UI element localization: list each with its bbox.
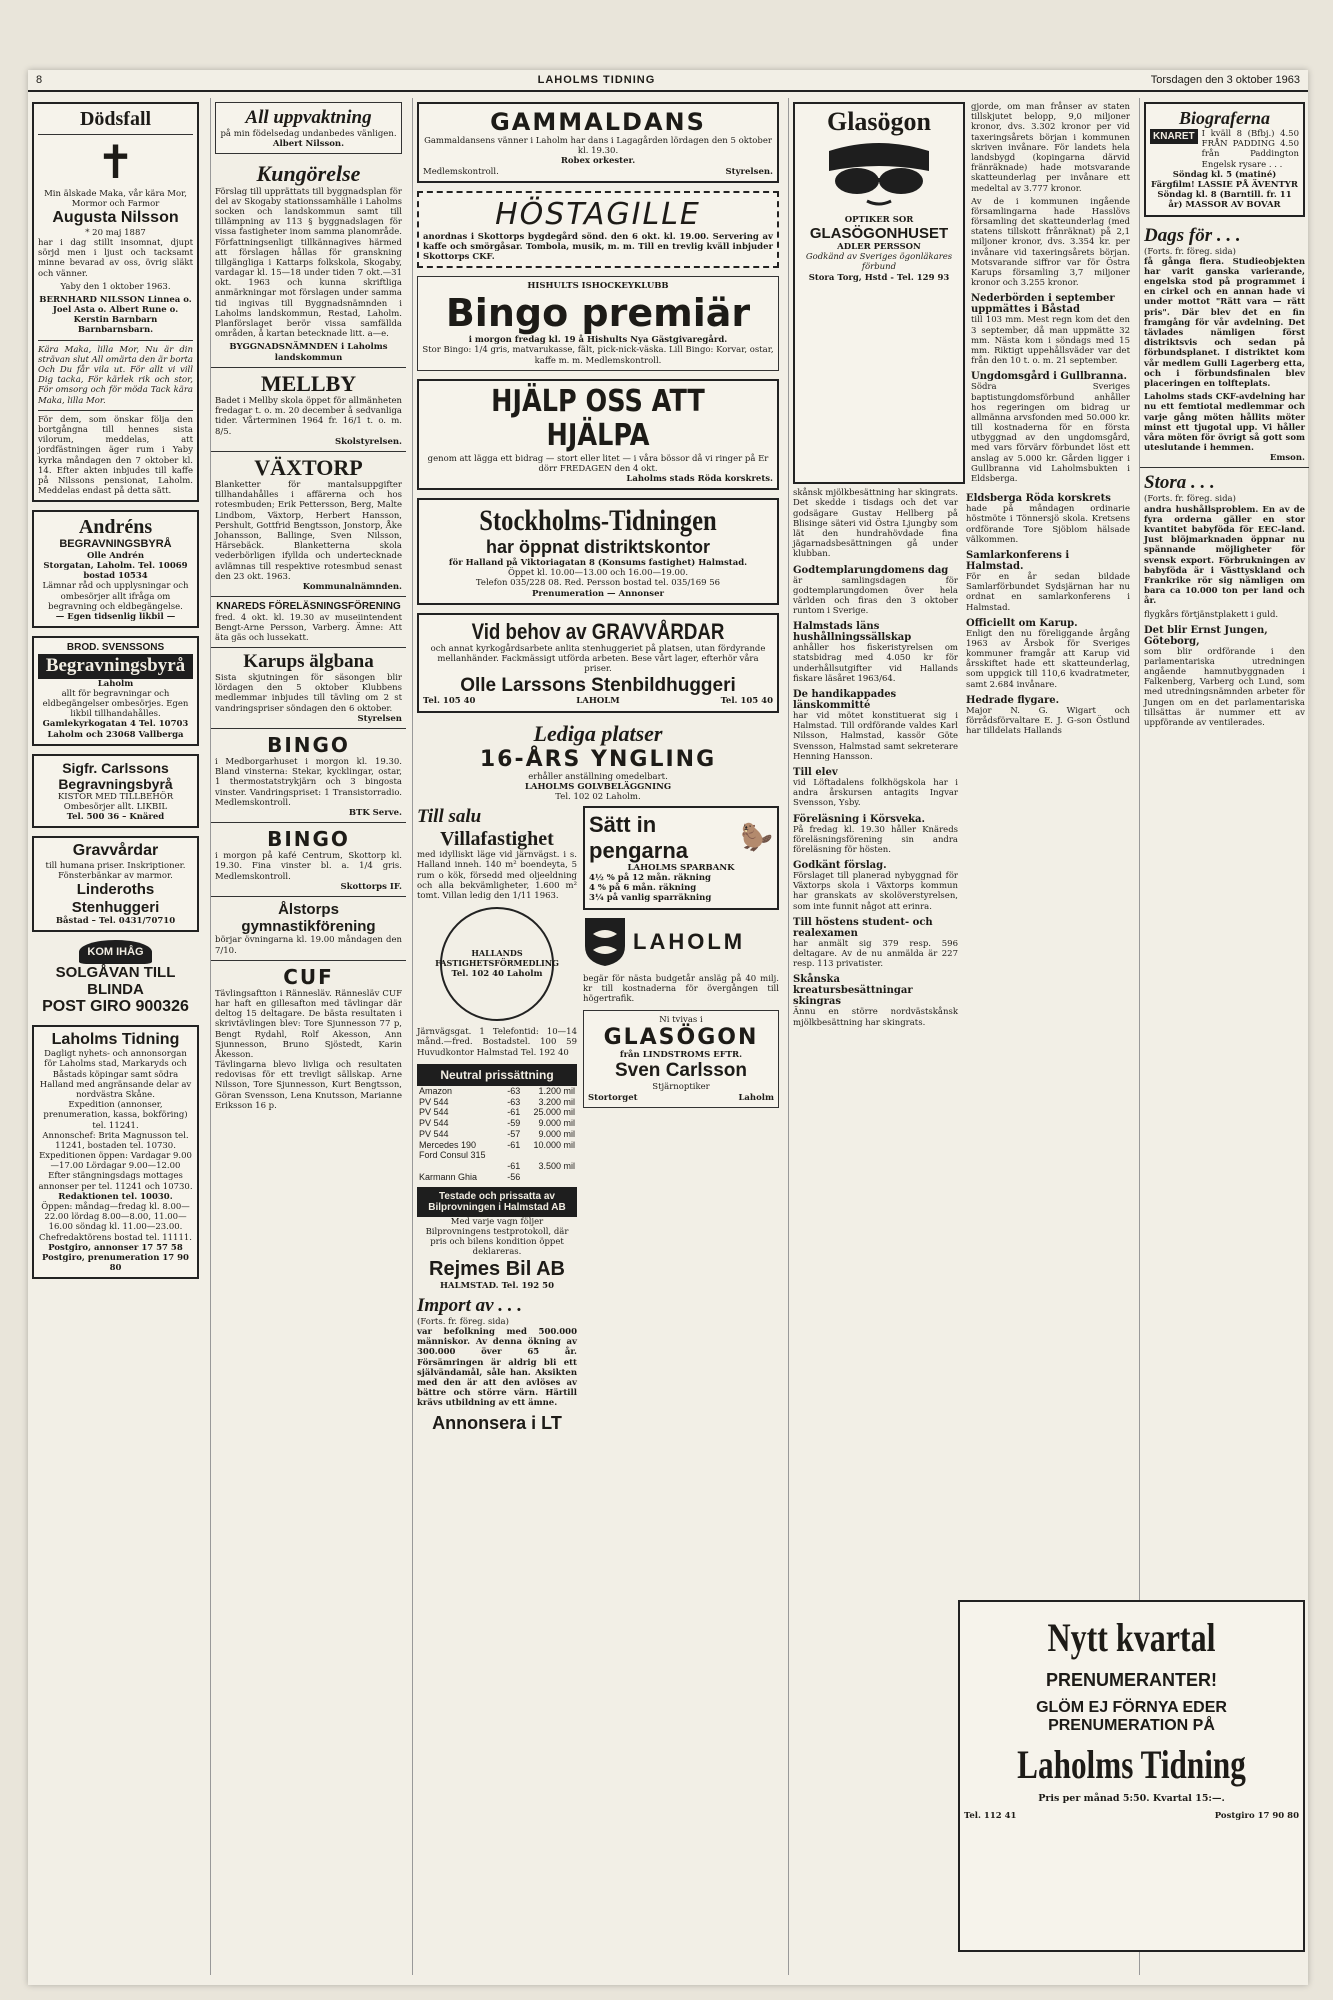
death-verse: Kära Maka, lilla Mor, Nu är din strävan slut All omärta den är borta Och Du får vila ut. För allt vi vill Dig tacka, För kärlek rik och stor, För omsorg och för möda Tack kära Maka, lilla Mor. — [38, 344, 193, 406]
dags-text2: Laholms stads CKF-avdelning har nu ett femtiotal medlemmar och varje gång möten hållits möter minst ett tjugotal upp. Vi håller våra möten för övrigt så gott som uteslutande i hemmen. — [1144, 392, 1305, 454]
sunglasses-face-icon — [809, 141, 949, 211]
uppvaktning-name: Albert Nilsson. — [272, 139, 345, 150]
sven-carlsson-ad — [583, 1010, 779, 1108]
price-mileage — [522, 1150, 577, 1161]
cuf-title: CUF — [283, 964, 334, 989]
tillhostens-title: Till höstens student- och realexamen — [793, 916, 933, 939]
hushall-text: anhåller hos fiskeristyrelsen om statsbidrag med 4.050 kr för underhållsutgifter vid Hallands fiskare läsåret 1963/64. — [793, 643, 958, 684]
price-mileage: 3.500 mil — [538, 1161, 575, 1172]
hjalp-ad — [417, 379, 779, 491]
mellby-sign: Skolstyrelsen. — [334, 436, 402, 447]
bingo-premiar-top: HISHULTS ISHOCKEYKLUBB — [527, 281, 669, 292]
glasogon2-sub: från LINDSTROMS EFTR. — [619, 1050, 743, 1061]
hallands-tel: Tel. 102 40 Laholm — [451, 968, 543, 979]
nederbord-text: till 103 mm. Mest regn kom det den 3 september, då man uppmätte 32 mm. Nästa kom i söndags med 15 mm. Riktigt uppehållsväder var det från den 10 t. o. m. 21 september. — [971, 315, 1130, 367]
sthlm-footer: Prenumeration — Annonser — [532, 588, 664, 599]
col4-top-right — [971, 102, 1130, 484]
eldsberga-title: Eldsberga Röda korskrets — [966, 493, 1111, 505]
dags-sign: Emson. — [1269, 453, 1305, 464]
stora-sub: (Forts. fr. föreg. sida) — [1144, 494, 1236, 505]
nytt-paper: Laholms Tidning — [1017, 1742, 1246, 1788]
price-year: -61 — [507, 1107, 521, 1118]
bio-title: Biograferna — [1178, 108, 1270, 128]
biograferna-box — [1144, 102, 1305, 217]
andrens-text: Lämnar råd och upplysningar och ombesörjer allt ifråga om begravning och eldbegängelse. — [42, 581, 189, 612]
skanska-text: skånsk mjölkbesättning har skingrats. Det skedde i tisdags och det var godsägare Gustav Hellberg på Blisinge säteri vid Östra Ljungby som lät den hundrahövdade fina jägarnadsbesättningen gå under klubban. — [793, 488, 958, 560]
knareds-text: fred. 4 okt. kl. 19.30 av museiintendent Bengt-Arne Persson, Varberg. Ämne: Att äta gäs och lussekatt. — [215, 612, 402, 643]
page-number: 8 — [36, 74, 43, 86]
sthlm-tel: Telefon 035/228 08. Red. Persson bostad tel. 035/169 56 — [475, 578, 721, 589]
col4-right-column — [966, 488, 1130, 1028]
yngling-company: LAHOLMS GOLVBELÄGGNING — [524, 781, 672, 792]
price-car-model: PV 544 — [419, 1118, 449, 1129]
gravvardar-name: Linderoths Stenhuggeri — [71, 881, 160, 916]
olle-larssons-ad — [417, 613, 779, 713]
glasogon2-place: Laholm — [738, 1092, 774, 1103]
mellby-notice — [215, 372, 402, 447]
col4-left-column — [793, 488, 958, 1028]
gravvardar-sub: till humana priser. Inskriptioner. Fönsterbänkar av marmor. — [45, 860, 186, 882]
vaxtorp-notice — [215, 456, 402, 592]
villa-text: med idylliskt läge vid järnvägst. i s. Halland inneh. 140 m² boendeyta, 5 rum o kök, försedd med oljeeldning och alla bekvämligheter, 1.600 m² tomt. Villan ledig den 1/11 1963. — [417, 850, 577, 901]
import-title: Import av . . . — [417, 1294, 523, 1316]
gravvardar-title: Gravvårdar — [72, 842, 159, 860]
deceased-born: * 20 maj 1887 — [85, 227, 146, 238]
lt-info-redaktion: Redaktionen tel. 10030. — [58, 1191, 173, 1202]
hostagille-ad — [417, 191, 779, 269]
gammaldans-band: Robex orkester. — [560, 156, 636, 167]
svensson-top: BROD. SVENSSONS — [66, 642, 165, 654]
death-notice — [32, 102, 199, 502]
karups-text: Sista skjutningen för säsongen blir lördagen den 5 oktober Klubbens medlemmar inbjudes till tävling om 2 st vandringspriser söndagen den 6 oktober. — [215, 673, 402, 714]
price-car-model: Amazon — [419, 1085, 453, 1096]
col4-body — [793, 488, 1130, 1028]
price-car-model: Karmann Ghia — [419, 1172, 478, 1183]
newspaper-page — [28, 70, 1308, 1985]
bingo2-title: BINGO — [267, 827, 350, 852]
gammaldans-ad — [417, 102, 779, 183]
price-car-model: Mercedes 190 — [419, 1139, 477, 1150]
hallands-ring-text: HALLANDS FASTIGHETSFÖRMEDLING — [435, 948, 559, 969]
coat-of-arms-icon — [583, 916, 627, 968]
lt-info-after: Efter stängningsdags mottages annonser per tel. 11241 och 10730. — [38, 1171, 193, 1192]
andrens-owner: Olle Andrén — [86, 550, 144, 561]
col3-lower-left — [417, 806, 577, 1433]
cuf-text2: Tävlingarna blevo livliga och resultaten redovisas för ett trevligt sällskap. Arne Nilsson, Tore Sjunnesson, Kurt Bengtsson, Göran Svensson, Lena Knutsson, Marianne Eriksson 16 p. — [215, 1060, 402, 1111]
andrens-ad — [32, 510, 199, 628]
alstorps-text: börjar övningarna kl. 19.00 måndagen den 7/10. — [215, 935, 402, 956]
glasogon-huset: GLASÖGONHUSET — [809, 224, 949, 242]
col4-top — [793, 102, 1130, 484]
mellby-title: MELLBY — [260, 370, 357, 396]
hjalp-title: HJÄLP OSS ATT HJÄLPA — [491, 383, 705, 454]
kungorelse-notice — [215, 162, 402, 362]
glasogon2-name: Sven Carlsson — [615, 1060, 747, 1082]
bingo1-title: BINGO — [267, 733, 350, 758]
handikapp-title: De handikappades länskommitté — [793, 689, 897, 711]
andrens-address: Storgatan, Laholm. Tel. 10069 bostad 10534 — [43, 561, 188, 582]
glasogon-name: ADLER PERSSON — [837, 242, 921, 253]
bingo1-sign: BTK Serve. — [348, 807, 402, 818]
kungorelse-text: Förslag till upprättats till byggnadsplan för del av Skogaby stationssamhälle i Laholms socken och landskommun samt till tillämpning av 113 § byggnadslagen för vissa fastigheter inom samma planområde. Författningsenligt tillkännagives härmed att förslagen hållas för granskning tillgängliga i Kattarps folkskola, Skogaby, vardagar kl. 15—18 under tiden 7 okt.—31 okt. 1963 och kunna skriftliga anmärkningar mot förslagen under samma tid ingivas till Byggnadsnämnden i Laholms landskommun, Restad, Laholm. Planförslaget berör vissa samfällda områden, å kartan betecknade litt. a—e. — [215, 186, 402, 340]
price-year: -61 — [507, 1161, 521, 1172]
forelas-title: Föreläsning i Körsveka. — [793, 813, 925, 825]
glasogon-title: Glasögon — [826, 107, 932, 136]
nytt-line: GLÖM EJ FÖRNYA EDER PRENUMERATION PÅ — [1036, 1698, 1227, 1735]
price-row — [417, 1107, 577, 1118]
dags-for-article — [1144, 225, 1305, 464]
col3-lower-right — [583, 806, 779, 1433]
tax-text-1: gjorde, om man frånser av staten tillskjutet belopp, 9,0 miljoner kronor, dvs. 3.302 kronor per vid taxeringsårets början i kommunen skriven invånare. För landets hela landsbygd (kopingarna därvid fränräknade) hade motsvarande skatteunderlag per invånare ett medeltal av 3.777 kronor. — [971, 102, 1130, 194]
bingo-skottorp — [215, 827, 402, 892]
tillelev-text: vid Löftadalens folkhögskola har i andra årskursen antagits Ingvar Svensson, Ysby. — [793, 777, 958, 809]
yngling-title: 16-ÅRS YNGLING — [479, 746, 717, 772]
deceased-name: Augusta Nilsson — [52, 209, 179, 227]
price-mileage — [522, 1172, 577, 1183]
solgavan-postgiro: POST GIRO 900326 — [42, 998, 189, 1016]
death-intro: Min älskade Maka, vår kära Mor, Mormor och Farmor — [44, 189, 187, 210]
nytt-sub: PRENUMERANTER! — [1046, 1670, 1217, 1690]
death-mourners: BERNHARD NILSSON Linnea o. Joel Asta o. Albert Rune o. Kerstin Barnbarn Barnbarnsbarn. — [39, 294, 192, 336]
laholm-logo-text: LAHOLM — [633, 928, 746, 954]
svensson-address: Gamlekyrkogatan 4 Tel. 10703 Laholm och 23068 Vallberga — [42, 719, 189, 740]
column-2 — [210, 98, 406, 1975]
nytt-tel: Tel. 112 41 — [964, 1811, 1017, 1822]
uppvaktning-text: på min födelsedag undanbedes vänligen. — [220, 129, 397, 139]
bingo2-sign: Skottorps IF. — [340, 881, 402, 892]
death-place-date: Yaby den 1 oktober 1963. — [60, 281, 171, 292]
death-text: har i dag stillt insomnat, djupt sörjd men i ljust och tacksamt minne bevarad av oss, övrig släkt och vänner. — [38, 237, 193, 279]
nederbord-title: Nederbörden i september uppmättes i Båstad — [971, 293, 1115, 316]
glasogon-address: Stora Torg, Hstd - Tel. 129 93 — [808, 272, 950, 283]
godkant-text: Förslaget till planerad nybyggnad för Växtorps skola i Växtorps kommun har granskats av skolöverstyrelsen, som inte funnit något att erinra. — [793, 871, 958, 912]
bio-text: I kväll 8 (Bfbj.) 4.50 FRÅN PADDING 4.50 från Paddington Engelsk rysare . . . — [1201, 129, 1299, 170]
grav-name: Olle Larssons Stenbildhuggeri — [460, 674, 736, 696]
laholm-coat-of-arms-ad — [583, 916, 779, 968]
stockholms-tidningen-ad — [417, 498, 779, 604]
cuf-notice — [215, 965, 402, 1111]
hallands-logo — [435, 907, 559, 1021]
tillhostens-text: har anmält sig 379 resp. 596 deltagare. Av de nu anmälda är 227 resp. 113 privatister. — [793, 938, 958, 970]
price-row — [417, 1097, 577, 1108]
tillsalu-title: Till salu — [417, 806, 482, 828]
svensson-ad — [32, 636, 199, 746]
grav-tel-right: Tel. 105 40 — [720, 696, 773, 707]
hogertrafik-text: begär för nästa budgetår ansläg på 40 milj. kr till kostnaderna för övergången till högertrafik. — [583, 973, 779, 1004]
carlsson-title: Sigfr. Carlssons Begravningsbyrå — [58, 759, 173, 792]
mellby-text: Badet i Mellby skola öppet för allmänheten fredagar t. o. m. 20 december å sedvanliga tider. Vårterminen 1964 fr. 16/1 t. o. m. 8/5. — [215, 395, 402, 437]
price-year: -59 — [507, 1118, 521, 1129]
ungdomsgard-text: Södra Sveriges baptistungdomsförbund anhåller hos regeringen om bidrag ur allmänna arvsfonden med 50.000 kr. till kostnaderna för en första utbyggnad av den ungdomsgård, med vars förvärv förbundet löst ett anslag av 5.000 kr. Gården ligger i Gullbranna vid Laholmsbukten i Eldsberga. — [971, 382, 1130, 484]
grav-place: LAHOLM — [576, 696, 620, 707]
column-3 — [412, 98, 783, 1975]
gammaldans-control: Medlemskontroll. — [423, 166, 499, 177]
hallands-address: Järnvägsgat. 1 Telefontid: 10—14 månd.—fred. Bostadstel. 100 59 Huvudkontor Halmstad Tel. 192 40 — [417, 1027, 577, 1058]
price-year: -63 — [507, 1096, 521, 1107]
skanska2-title: Skånska kreatursbesättningar skingras — [793, 974, 913, 1008]
nytt-kvartal-ad — [958, 1600, 1305, 1952]
price-year: -63 — [507, 1085, 521, 1096]
uppvaktning-title: All uppvaktning — [245, 107, 372, 128]
knareds-title: KNAREDS FÖRELÄSNINGSFÖRENING — [216, 601, 401, 613]
uppvaktning-ad — [215, 102, 402, 154]
rejmes-title: Rejmes Bil AB — [429, 1257, 565, 1280]
godkant-title: Godkänt förslag. — [793, 860, 887, 872]
price-car-model: PV 544 — [419, 1107, 449, 1118]
hjalp-sign: Laholms stads Röda korskrets. — [626, 474, 773, 485]
bingo1-text: i Medborgarhuset i morgon kl. 19.30. Bland vinsterna: Stekar, kycklingar, ostar, 1 thermostatstrykjärn och 3 bingosta vinster. Vandringspriset: 1 Transistorradio. Medlemskontroll. — [215, 757, 402, 808]
price-year: -61 — [507, 1139, 521, 1150]
sparbank-name: LAHOLMS SPARBANK — [627, 862, 735, 873]
grav-text: och annat kyrkogårdsarbete anlita stenhuggeriet på platsen, utan fördyrande mellanhänder. Fackmässigt utförda arbeten. Bese vårt lager, efterhör våra priser. — [430, 644, 766, 675]
nitivas: Ni tvivas i — [659, 1015, 703, 1026]
lt-info-expedition: Expedition (annonser, prenumeration, kassa, bokföring) tel. 11241. — [43, 1100, 188, 1131]
tax-text-2: Av de i kommunen ingående församlingarna hade Hasslövs församling det skatteunderlag (med statens tillskott frånräknat) på 2,1 miljoner kronor, dvs. 3.354 kr. per invånare vid taxeringsårets början. Motsvarande siffror var för Östra Karups församling 3,7 miljoner kronor och 3.255 kronor. — [971, 196, 1130, 289]
nytt-title: Nytt kvartal — [1047, 1615, 1216, 1660]
svensson-text: allt för begravningar och eldbegängelser ombesörjes. Egen likbil tillhandahålles. — [42, 688, 189, 720]
bingo-premiar-text2: Stor Bingo: 1/4 gris, matvarukasse, fält, pick-nick-väska. Lill Bingo: Korvar, ostar, kaffe m. m. Medlemskontroll. — [422, 345, 774, 366]
sparbank-title: Sätt in pengarna — [589, 812, 689, 863]
price-row — [417, 1129, 577, 1140]
price-year: -57 — [507, 1128, 521, 1139]
lt-info-open2: Öppen: måndag—fredag kl. 8.00—22.00 lördag 8.00—8.00, 11.00—16.00 söndag kl. 11.00—23.00. — [41, 1202, 190, 1233]
alstorps-notice — [215, 901, 402, 956]
lt-info-chef: Chefredaktörens bostad tel. 11111. — [39, 1232, 192, 1243]
vaxtorp-title: VÄXTORP — [254, 454, 363, 480]
price-car-model: PV 544 — [419, 1128, 449, 1139]
ernst-title: Det blir Ernst Jungen, Göteborg, — [1144, 624, 1268, 647]
page-date: Torsdagen den 3 oktober 1963 — [1150, 74, 1300, 86]
price-row — [417, 1150, 577, 1161]
bio-sunday2: Söndag kl. 8 (Barntill. fr. 11 år) MASSOR AV BOVAR — [1157, 190, 1292, 211]
samlar-text: För en år sedan bildade Samlarförbundet Sydsjärnan har nu ordnat en samlarkonferens i Halmstad. — [966, 571, 1130, 613]
death-funeral-notice: För dem, som önskar följa den bortgångna till hennes sista vilorum, meddelas, att jordfästningen äger rum i Yaby kyrka måndagen den 7 oktober kl. 14. Efter akten inbjudes till kaffe på Nilssons pensionat, Laholm. Meddelas endast på detta sätt. — [38, 414, 193, 497]
yngling-tel: Tel. 102 02 Laholm. — [555, 792, 641, 803]
karups-title: Karups älgbana — [243, 651, 374, 673]
dags-text: få gånga flera. Studieobjekten har varit ganska varierande, engelska stod på programmet i en cirkel och en annan hade vi under mottot "Rätt vara — rätt pris". Där blev det en fin framgång för vår avdelning. Det tävlades nämligen först distriktsvis och sedan på förbundsplanet. I distriktet kom vår medlem Gulli Lagerberg etta, och i förbundsfinalen blev placeringen en tolfteplats. — [1144, 256, 1305, 389]
gravvardar-tel: Båstad – Tel. 0431/70710 — [55, 915, 176, 926]
price-year — [502, 1150, 522, 1161]
price-row — [417, 1172, 577, 1183]
sparbank-rate: 4½ % på 12 mån. räkning — [589, 872, 711, 883]
kom-ihag-badge: KOM IHÅG — [79, 940, 151, 964]
price-car-model — [417, 1161, 502, 1172]
cross-icon: ✝ — [96, 135, 135, 189]
lediga-platser — [417, 721, 779, 803]
col3-lower-row — [417, 806, 779, 1433]
vaxtorp-text: Blanketter för mantalsuppgifter tillhandahålles i affärerna och hos rotesmbuden; Erik Pettersson, Berg, Malte Lindbom, Växtorp, Herbert Hansson, Pershult, Gottfrid Bengtsson, Jonstorp, Åke Johansson, Ballinge, Sven Nilsson, Härsebäck. Blanketterna skola vederbörligen ifyllda och undertecknade avlämnas till respektive rotesmbud senast den 23 okt. 1963. — [215, 480, 402, 582]
handikapp-text: har vid mötet konstituerat sig i Halmstad. Till ordförande valdes Karl Nilsson, Halmstad, kassör Göte Svensson, Halmstad samt sekreterare Henning Hansson. — [793, 711, 958, 762]
villa-title: Villafastighet — [440, 828, 554, 851]
bingo-premiar-ad — [417, 276, 779, 370]
price-mileage: 1.200 mil — [538, 1085, 575, 1096]
stora-article — [1144, 472, 1305, 728]
dags-sub: (Forts. fr. föreg. sida) — [1144, 246, 1236, 257]
forelas-text: På fredag kl. 19.30 håller Knäreds föreläsningsförening sin andra föreläsning för hösten. — [793, 824, 958, 855]
sthlm-open: Öppet kl. 10.00—13.00 och 16.00—19.00. — [507, 568, 689, 579]
column-1 — [28, 98, 203, 1975]
officiellt-title: Officiellt om Karup. — [966, 617, 1078, 629]
page-header — [28, 70, 1308, 92]
price-row — [417, 1161, 577, 1172]
carlsson-ad — [32, 754, 199, 829]
death-notice-title: Dödsfall — [79, 108, 152, 130]
glasogonhuset-ad — [793, 102, 965, 484]
glasogon2-title: GLASÖGON — [603, 1025, 759, 1051]
bio-knaret-logo: KNARET — [1150, 129, 1198, 144]
alstorps-title: Ålstorps gymnastikförening — [241, 900, 376, 936]
hostagille-title: HÖSTAGILLE — [495, 196, 701, 232]
sthlm-title: Stockholms-Tidningen — [479, 504, 717, 538]
price-mileage: 9.000 mil — [538, 1118, 575, 1129]
lt-info-annonschef: Annonschef: Brita Magnusson tel. 11241, bostaden tel. 10730. — [42, 1130, 189, 1151]
andrens-sub: BEGRAVNINGSBYRÅ — [59, 538, 172, 551]
bio-sunday: Söndag kl. 5 (matiné) Färgfilm! LASSIE PÅ ÄVENTYR — [1151, 169, 1298, 190]
bingo2-text: i morgon på kafé Centrum, Skottorp kl. 19.30. Fina vinster bl. a. 1/4 gris. Medlemskontroll. — [215, 851, 402, 882]
lt-info-postgiro: Postgiro, annonser 17 57 58 Postgiro, prenumeration 17 90 80 — [42, 1242, 189, 1274]
svensson-title: Begravningsbyrå — [38, 654, 193, 679]
import-text: var befolkning med 500.000 människor. Av denna ökning av 300.000 över 65 år. Försämringen är aldrig bli ett självändamål, såle han. Aksikten med den är att den avlöses av bättre och större värn. Härtill krävs utbildning av ett ämne. — [417, 1327, 577, 1409]
sparbank-rate: 3¼ på vanlig sparräkning — [589, 893, 712, 904]
svensson-place: Laholm — [97, 678, 134, 689]
paper-name: LAHOLMS TIDNING — [537, 74, 656, 86]
carlsson-sub: KISTOR MED TILLBEHÖR Ombesörjer allt. LIKBIL — [57, 791, 174, 813]
yngling-text: erhåller anställning omedelbart. — [528, 771, 668, 782]
dags-title: Dags för . . . — [1144, 224, 1241, 246]
bingo-medborgarhuset — [215, 733, 402, 818]
price-row — [417, 1086, 577, 1097]
glasogon-text: Godkänd av Sveriges ögonläkares förbund — [805, 252, 953, 273]
gammaldans-text: Gammaldansens vänner i Laholm har dans i Lagagården lördagen den 5 oktober kl. 19.30. — [424, 136, 772, 157]
rejmes-tel: HALMSTAD. Tel. 192 50 — [439, 1280, 555, 1291]
price-row — [417, 1140, 577, 1151]
beaver-icon: 🦫 — [740, 822, 773, 853]
godtempel-text: är samlingsdagen för godtemplarungdomen över hela världen och firas den 3 oktober runtom i Sverige. — [793, 575, 958, 617]
andrens-footer: — Egen tidsenlig likbil — — [55, 612, 176, 623]
sthlm-text: för Halland på Viktoriagatan 8 (Konsums fastighet) Halmstad. — [448, 558, 748, 568]
annonsera-lt: Annonsera i LT — [432, 1412, 562, 1433]
samlar-title: Samlarkonferens i Halmstad. — [966, 549, 1070, 572]
bingo-premiar-text: i morgon fredag kl. 19 å Hishults Nya Gästgivaregård. — [468, 335, 728, 346]
hedrade-text: Major N. G. Wigart och förrådsförvaltare E. J. G-son Östlund har tilldelats Hallands — [966, 705, 1130, 737]
price-year: -56 — [507, 1172, 521, 1183]
solgavan-ad — [32, 940, 199, 1017]
lediga-title: Lediga platser — [533, 720, 663, 746]
price-row — [417, 1118, 577, 1129]
lt-info-text: Dagligt nyhets- och annonsorgan för Laholms stad, Markaryds och Båstads köpingar samt södra Halland med angränsande delar av nordvästra Skåne. — [39, 1049, 192, 1100]
karups-sign: Styrelsen — [357, 713, 402, 724]
nytt-giro: Postgiro 17 90 80 — [1214, 1811, 1299, 1822]
sthlm-sub: har öppnat distriktskontor — [485, 537, 710, 558]
grav-title: Vid behov av GRAVVÅRDAR — [471, 618, 725, 644]
carlsson-tel: Tel. 500 36 – Knäred — [66, 812, 165, 823]
bingo-premiar-title: Bingo premiär — [445, 290, 751, 335]
karups-notice — [215, 652, 402, 724]
price-car-model: PV 544 — [419, 1096, 449, 1107]
kungorelse-title: Kungörelse — [256, 161, 361, 187]
cuf-text: Tävlingsaftton i Rännesläv. Rännesläv CUF har haft en gillesafton med tävlingar där deltog 15 deltagare. De bästa resultaten i skrivtävlingen blev: Tore Sjunnesson 77 p, Bengt Rydahl, Rolf Akesson, Ann Sjunnesson, Bruno Sjöstedt, Karin Åkesson. — [215, 988, 402, 1060]
glasogon-optiker: OPTIKER SOR — [844, 214, 914, 225]
grav-tel-left: Tel. 105 40 — [423, 696, 476, 707]
vaxtorp-sign: Kommunalnämnden. — [302, 581, 402, 592]
hjalp-text: genom att lägga ett bidrag — stort eller litet — i våra bössor då vi ringer på Er dörr FREDAGEN den 4 okt. — [427, 453, 769, 474]
import-sub: (Forts. fr. föreg. sida) — [417, 1316, 509, 1327]
tillelev-title: Till elev — [793, 766, 838, 778]
glasogon2-job: Stjärnoptiker — [652, 1082, 710, 1093]
stora-text: andra hushållsproblem. En av de fyra orderna gäller en stor kvantitet babyföda för EEC-land. Just blöjmarknaden öppnar nu spännande möjligheter för svensk export. Förbrukningen av babyföda är i Västtyskland och Frankrike rör sig nämligen om bara ca 10.000 ton per land och år. — [1144, 504, 1305, 607]
price-mileage: 10.000 mil — [533, 1139, 575, 1150]
neutral-price-table — [417, 1086, 577, 1183]
skanska2-text: Ännu en större nordvästskånsk mjölkbesättning har skingrats. — [793, 1007, 958, 1028]
glasogon2-address: Stortorget — [588, 1092, 638, 1103]
price-car-model: Ford Consul 315 — [419, 1150, 486, 1161]
bilprov-note: Med varje vagn följer Bilprovningens testprotokoll, där pris och bilens kondition öppet deklareras. — [425, 1216, 569, 1258]
nytt-price: Pris per månad 5:50. Kvartal 15:—. — [1038, 1793, 1225, 1805]
kungorelse-sign: BYGGNADSNÄMNDEN i Laholms landskommun — [229, 342, 388, 363]
hushall-title: Halmstads läns hushållningssällskap — [793, 621, 912, 644]
price-mileage: 3.200 mil — [538, 1096, 575, 1107]
stora-text2: flygkårs förtjänstplakett i guld. — [1144, 609, 1279, 620]
laholms-tidning-info — [32, 1025, 199, 1280]
godtempel-title: Godtemplarungdomens dag — [793, 564, 949, 576]
hedrade-title: Hedrade flygare. — [966, 694, 1060, 706]
ungdomsgard-title: Ungdomsgård i Gullbranna. — [971, 371, 1128, 383]
price-mileage: 9.000 mil — [538, 1128, 575, 1139]
hostagille-text: anordnas i Skottorps bygdegård sönd. den 6 okt. kl. 19.00. Servering av kaffe och smörgåsar. Tombola, musik, m. m. Till en trevlig kväll inbjuder Skottorps CKF. — [423, 231, 773, 263]
ernst-text: som blir ordförande i den parlamentariska utredningen angående hamnutbyggnaden i Falkenberg, Varberg och Lund, som med utredningsnämnden arbeter för Jungen om en det parlamentariska tillsättas är nummer ett av uppförande av ventilerades. — [1144, 646, 1305, 728]
andrens-title: Andréns — [78, 516, 153, 539]
sparbank-ad — [583, 806, 779, 909]
bilprov-badge: Testade och prissatta av Bilprovningen i Halmstad AB — [417, 1187, 577, 1217]
price-mileage: 25.000 mil — [533, 1107, 575, 1118]
lt-info-title: Laholms Tidning — [51, 1030, 180, 1048]
stora-title: Stora . . . — [1144, 472, 1215, 494]
gammaldans-sign: Styrelsen. — [725, 166, 773, 177]
neutral-title: Neutral prissättning — [440, 1067, 554, 1082]
officiellt-text: Enligt den nu föreliggande årgång 1963 av Årsbok för Sveriges kommuner framgår att Karup vid årsskiftet hade ett skatteunderlag, som uppgick till 110,6 kvadratmeter, samt 2.684 invånare. — [966, 628, 1130, 690]
knareds-notice — [215, 601, 402, 643]
gravvardar-ad — [32, 836, 199, 931]
neutral-prissattning — [417, 1064, 577, 1086]
solgavan-title: SOLGÅVAN TILL BLINDA — [55, 963, 176, 999]
gammaldans-title: GAMMALDANS — [490, 108, 706, 136]
sparbank-rate: 4 % på 6 mån. räkning — [589, 883, 697, 894]
lt-info-open: Expeditionen öppen: Vardagar 9.00—17.00 Lördagar 9.00—12.00 — [39, 1151, 192, 1172]
eldsberga-text: hade på måndagen ordinarie höstmöte i Tönnersjö skola. Kretsens ordförande Tore Sjöblom hälsade välkommen. — [966, 504, 1130, 545]
